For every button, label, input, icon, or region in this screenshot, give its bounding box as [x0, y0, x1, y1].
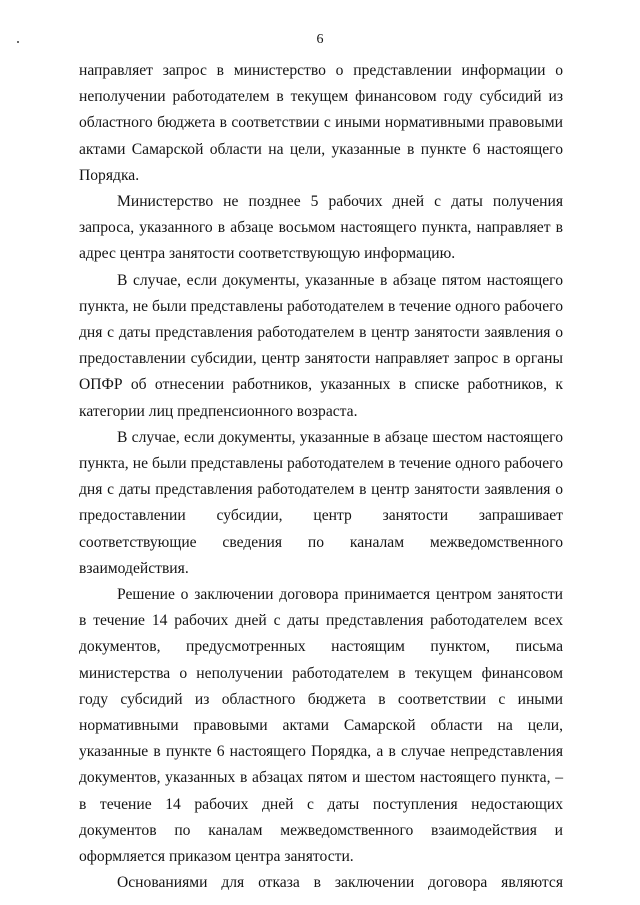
page-number: 6 — [316, 32, 324, 47]
paragraph-ministry-response: Министерство не позднее 5 рабочих дней с даты получения запроса, указанного в абзаце восьмом настоящего пункта, направляет в адрес центра занятости соответствующую информацию. — [79, 193, 563, 263]
paragraph-refusal-grounds: Основаниями для отказа в заключении договора являются — [117, 874, 563, 892]
paragraph-contract-decision: Решение о заключении договора принимается центром занятости в течение 14 рабочих дней с даты представления работодателем всех документов, предусмотренных настоящим пунктом, письма министерства о неполучении работодателем в текущем финансовом году субсидий из областного бюджета в соответствии с иными нормативными правовыми актами Самарской области на цели, указанные в пункте 6 настоящего Порядка, а в случае непредставления документов, указанных в абзацах пятом и шестом настоящего пункта, – в течение 14 рабочих дней с даты поступления недостающих документов по каналам межведомственного взаимодействия и оформляется приказом центра занятости. — [79, 586, 563, 866]
paragraph-opfr-request: В случае, если документы, указанные в абзаце пятом настоящего пункта, не были представлены работодателем в течение одного рабочего дня с даты представления работодателем в центр занятости заявления о предоставлении субсидии, центр занятости направляет запрос в органы ОПФР об отнесении работников, указанных в списке работников, к категории лиц предпенсионного возраста. — [79, 271, 563, 420]
paragraph-interagency-request: В случае, если документы, указанные в абзаце шестом настоящего пункта, не были представлены работодателем в течение одного рабочего дня с даты представления работодателем в центр занятости заявления о предоставлении субсидии, центр занятости запрашивает соответствующие сведения по каналам межведомственного взаимодействия. — [79, 428, 563, 577]
document-body — [79, 58, 563, 897]
paragraph-continuation: направляет запрос в министерство о представлении информации о неполучении работодателем в текущем финансовом году субсидий из областного бюджета в соответствии с иными нормативными правовыми актами Самарской области на цели, указанные в пункте 6 настоящего Порядка. — [79, 62, 563, 184]
